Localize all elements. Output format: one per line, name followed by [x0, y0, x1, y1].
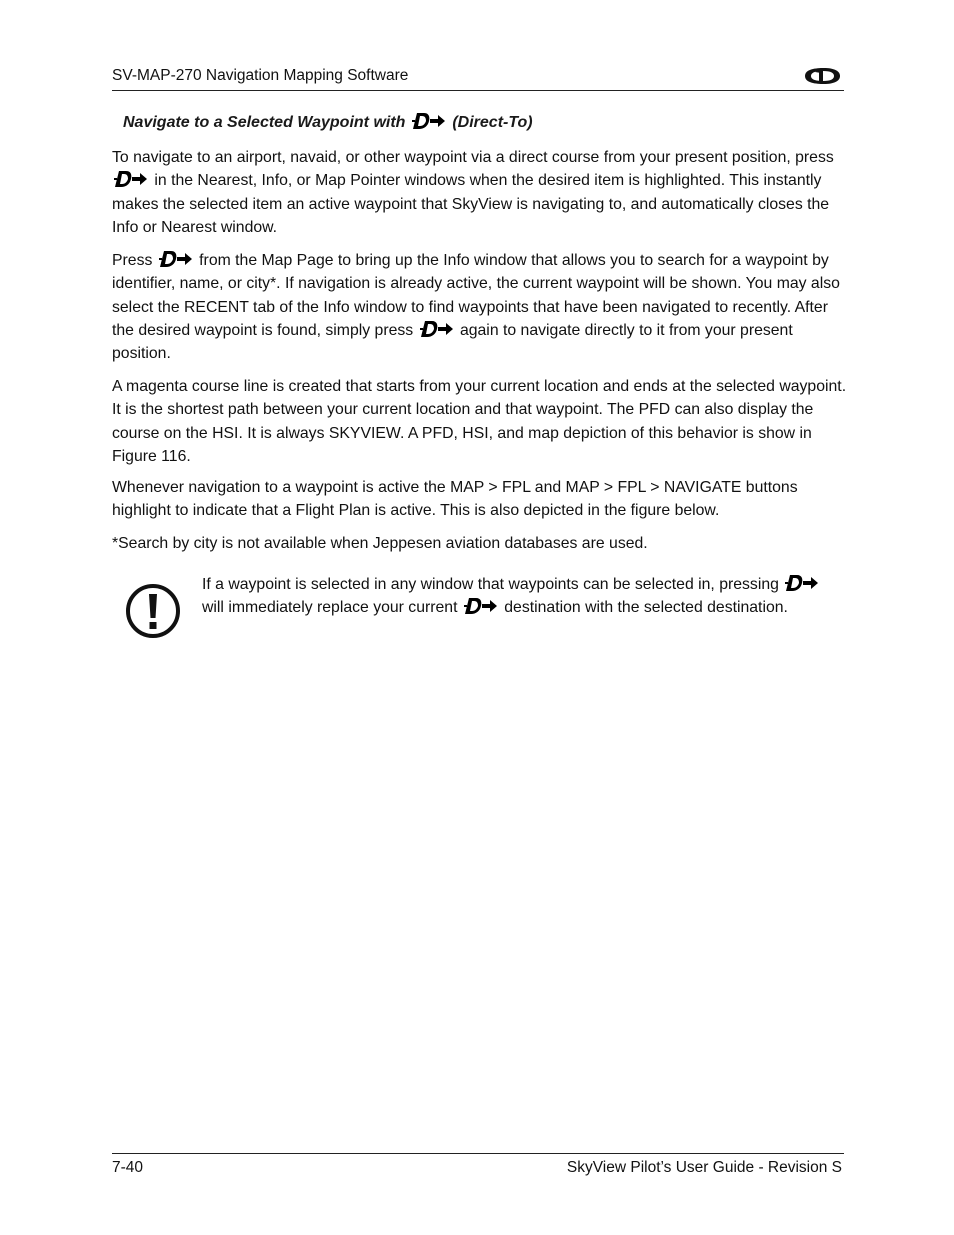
section-title-text: Navigate to a Selected Waypoint with	[123, 114, 406, 131]
notice-text-part: destination with the selected destination.	[504, 599, 788, 617]
page-header	[112, 66, 844, 91]
header-title: SV-MAP-270 Navigation Mapping Software	[112, 67, 409, 84]
dynon-logo-icon	[802, 66, 842, 86]
page-footer	[112, 1153, 844, 1182]
notice-text	[202, 573, 842, 620]
paragraph-text: in the Nearest, Info, or Map Pointer windows when the desired item is highlighted. This instantly makes the selected item an active waypoint that SkyView is navigating to, and automatically closes the Info or Nearest window.	[112, 172, 830, 236]
paragraph-footnote: *Search by city is not available when Jeppesen aviation databases are used.	[112, 535, 648, 552]
paragraph-flight-plan: Whenever navigation to a waypoint is active the MAP > FPL and MAP > FPL > NAVIGATE buttons highlight to indicate that a Flight Plan is active. This is also depicted in the figure below.	[112, 479, 798, 520]
paragraph-text: again to navigate directly to it from your present position.	[112, 321, 793, 363]
paragraph-direct-course	[112, 146, 850, 239]
warning-notice	[112, 573, 850, 649]
direct-to-icon	[114, 170, 148, 188]
paragraph-text: from the Map Page to bring up the Info window that allows you to search for a waypoint by identifier, name, or city*. If navigation is already active, the current waypoint will be shown. You may also select the RECENT tab of the Info window to find waypoints that have been navigated to recently. After the desired waypoint is found, simply press	[112, 252, 840, 339]
paragraph-text: To navigate to an airport, navaid, or other waypoint via a direct course from your present position, press	[112, 149, 834, 166]
direct-to-icon	[412, 112, 446, 130]
notice-text-part: will immediately replace your current	[202, 599, 458, 617]
paragraph-course-line: A magenta course line is created that starts from your current location and ends at the selected waypoint. It is the shortest path between your current location and that waypoint. The PFD can also display the course on the HSI. It is always SKYVIEW. A PFD, HSI, and map depiction of this behavior is show in Figure 116.	[112, 378, 847, 465]
direct-to-icon	[464, 597, 498, 615]
section-title	[123, 112, 533, 132]
direct-to-icon	[785, 574, 819, 592]
paragraph-text: Press	[112, 252, 153, 269]
footer-doc-title: SkyView Pilot’s User Guide - Revision S	[566, 1159, 842, 1176]
notice-text-part: If a waypoint is selected in any window that waypoints can be selected in, pressing	[202, 576, 779, 593]
page-number: 7-40	[112, 1159, 144, 1176]
warning-icon	[125, 583, 181, 639]
paragraph-map-page	[112, 249, 850, 365]
direct-to-icon	[159, 250, 193, 268]
direct-to-icon	[420, 320, 454, 338]
section-title-suffix: (Direct-To)	[452, 114, 533, 131]
